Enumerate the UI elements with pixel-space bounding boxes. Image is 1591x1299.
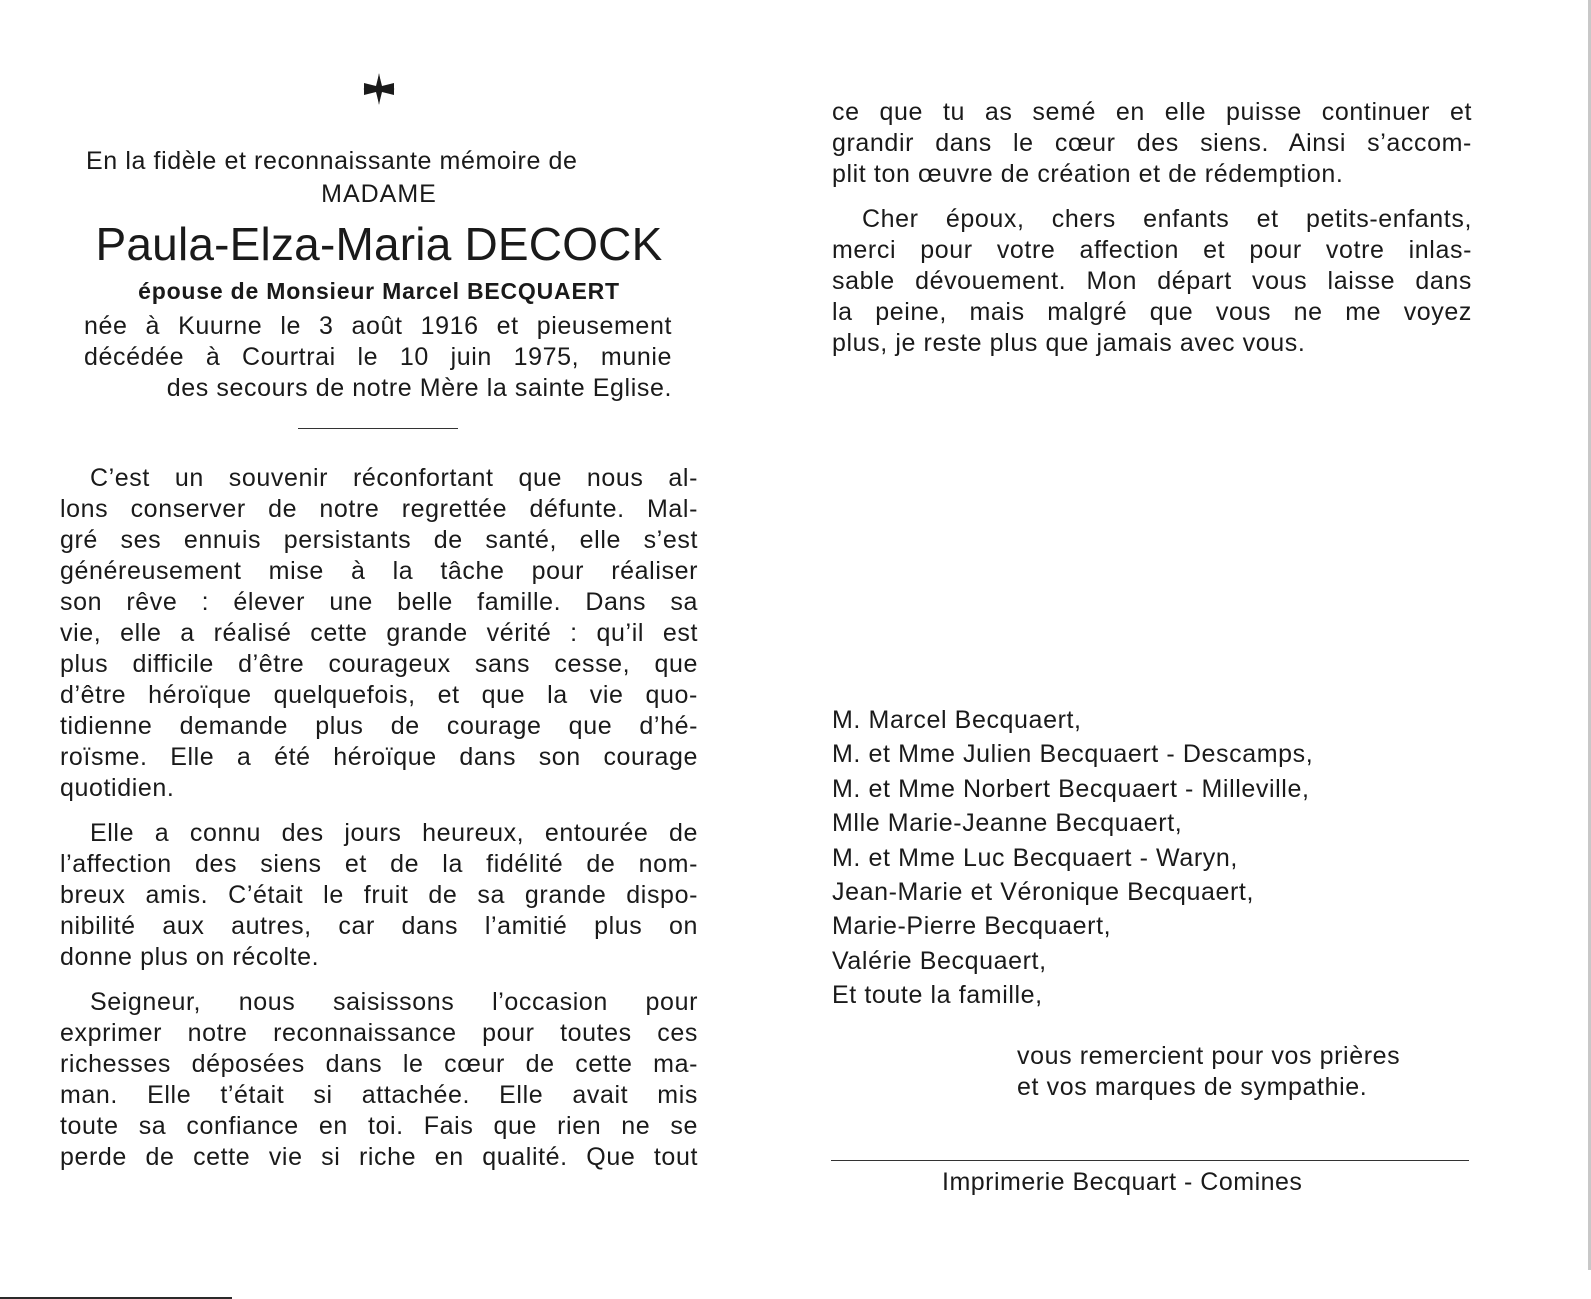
paragraph-seigneur (60, 987, 698, 1173)
text-line: nibilité aux autres, car dans l’amitié plus on (60, 912, 698, 940)
details-line: décédée à Courtrai le 10 juin 1975, munie (84, 343, 672, 371)
family-member: Jean-Marie et Véronique Becquaert, (832, 878, 1255, 907)
thanks-message (1017, 1041, 1400, 1103)
text-line: d’être héroïque quelquefois, et que la vie quo- (60, 681, 698, 709)
text-line: grandir dans le cœur des siens. Ainsi s’accom- (832, 129, 1472, 157)
left-column (60, 64, 698, 1173)
family-member: Mlle Marie-Jeanne Becquaert, (832, 809, 1183, 838)
deceased-name: Paula-Elza-Maria DECOCK (95, 218, 663, 270)
text-line: quotidien. (60, 774, 175, 802)
text-line: richesses déposées dans le cœur de cette ma- (60, 1050, 698, 1078)
text-line: roïsme. Elle a été héroïque dans son courage (60, 743, 698, 771)
text-line: généreusement mise à la tâche pour réaliser (60, 557, 698, 585)
printer-credit: Imprimerie Becquart - Comines (942, 1168, 1303, 1196)
spouse-line: épouse de Monsieur Marcel BECQUAERT (138, 278, 620, 304)
family-list (832, 703, 1313, 1013)
paragraph-jours-heureux (60, 818, 698, 973)
text-line: man. Elle t’était si attachée. Elle avait mis (60, 1081, 698, 1109)
text-line: merci pour votre affection et pour votre inlas- (832, 236, 1472, 264)
printer-separator-rule (831, 1160, 1469, 1161)
text-line: Elle a connu des jours heureux, entourée de (90, 819, 698, 847)
cross-pattee-icon (362, 72, 396, 106)
text-line: gré ses ennuis persistants de santé, elle s’est (60, 526, 698, 554)
text-line: sable dévouement. Mon départ vous laisse dans (832, 267, 1472, 295)
separator-rule (298, 428, 458, 429)
family-member: Valérie Becquaert, (832, 946, 1047, 975)
text-line: son rêve : élever une belle famille. Dans sa (60, 588, 698, 616)
text-line: Seigneur, nous saisissons l’occasion pour (90, 988, 698, 1016)
text-line: plit ton œuvre de création et de rédemption. (832, 160, 1344, 188)
family-member: M. et Mme Norbert Becquaert - Milleville, (832, 774, 1310, 803)
birth-death-details (60, 311, 672, 404)
details-line: née à Kuurne le 3 août 1916 et pieusement (84, 312, 672, 340)
family-member: Marie-Pierre Becquaert, (832, 912, 1112, 941)
text-line: exprimer notre reconnaissance pour toutes ces (60, 1019, 698, 1047)
text-line: ce que tu as semé en elle puisse continuer et (832, 98, 1472, 126)
text-line: donne plus on récolte. (60, 943, 320, 971)
paragraph-continuation (832, 97, 1472, 190)
family-member: Et toute la famille, (832, 981, 1043, 1010)
paragraph-souvenir (60, 463, 698, 804)
text-line: plus, je reste plus que jamais avec vous. (832, 329, 1306, 357)
right-column (832, 97, 1472, 359)
thanks-line: vous remercient pour vos prières (1017, 1042, 1401, 1070)
family-member: M. et Mme Luc Becquaert - Waryn, (832, 843, 1238, 872)
text-line: vie, elle a réalisé cette grande vérité : qu’il est (60, 619, 698, 647)
text-line: tidienne demande plus de courage que d’hé- (60, 712, 698, 740)
text-line: C’est un souvenir réconfortant que nous al- (90, 464, 698, 492)
details-line: des secours de notre Mère la sainte Eglise. (166, 374, 672, 402)
text-line: la peine, mais malgré que vous ne me voyez (832, 298, 1472, 326)
text-line: perde de cette vie si riche en qualité. Que tout (60, 1143, 698, 1171)
thanks-line: et vos marques de sympathie. (1017, 1073, 1368, 1101)
text-line: breux amis. C’était le fruit de sa grande dispo- (60, 881, 698, 909)
text-line: Cher époux, chers enfants et petits-enfants, (862, 205, 1472, 233)
honorific: MADAME (321, 180, 437, 208)
family-member: M. et Mme Julien Becquaert - Descamps, (832, 740, 1314, 769)
family-member: M. Marcel Becquaert, (832, 706, 1082, 734)
text-line: toute sa confiance en toi. Fais que rien ne se (60, 1112, 698, 1140)
text-line: plus difficile d’être courageux sans cesse, que (60, 650, 698, 678)
dedication-intro: En la fidèle et reconnaissante mémoire de (86, 147, 578, 175)
text-line: lons conserver de notre regrettée défunte. Mal- (60, 495, 698, 523)
paragraph-cher-epoux (832, 204, 1472, 359)
text-line: l’affection des siens et de la fidélité de nom- (60, 850, 698, 878)
